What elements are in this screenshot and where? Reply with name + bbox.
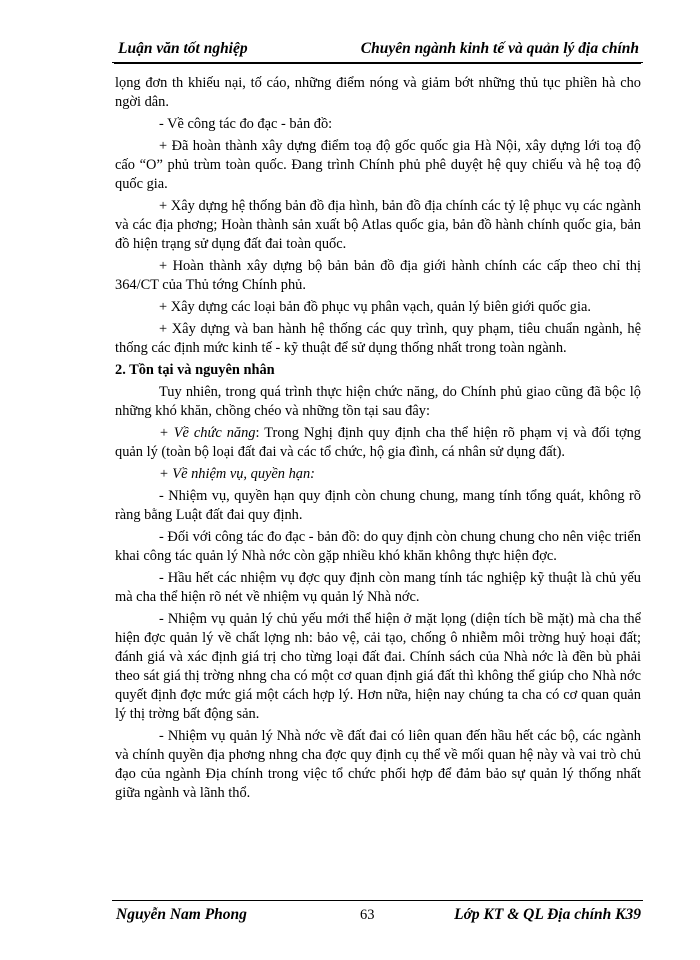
footer-author: Nguyễn Nam Phong: [116, 906, 247, 923]
header-title-left: Luận văn tốt nghiệp: [118, 40, 248, 57]
page-footer: [112, 900, 643, 927]
paragraph-standards: + Xây dựng và ban hành hệ thống các quy trình, quy phạm, tiêu chuẩn ngành, hệ thống các định mức kinh tế - kỹ thuật để sử dụng thống nhất trong toàn ngành.: [115, 321, 641, 356]
paragraph-map-system: + Xây dựng hệ thống bản đồ địa hình, bản đồ địa chính các tỷ lệ phục vụ các ngành và các địa phơng; Hoàn thành sản xuất bộ Atlas quốc gia, bản đồ hành chính quốc gia, bản đồ hiện trạng sử dụng đất đai toàn quốc.: [115, 198, 641, 252]
paragraph-border-maps: + Xây dựng các loại bản đồ phục vụ phân vạch, quản lý biên giới quốc gia.: [159, 299, 591, 315]
paragraph-technical-duties: - Hầu hết các nhiệm vụ đợc quy định còn mang tính tác nghiệp kỹ thuật là chủ yếu mà cha thể hiện rõ nét về nhiệm vụ quản lý Nhà nớc.: [115, 570, 641, 605]
paragraph-admin-boundary-maps: + Hoàn thành xây dựng bộ bản bản đồ địa giới hành chính các cấp theo chỉ thị 364/CT của Thủ tớng Chính phủ.: [115, 258, 641, 293]
paragraph-survey-issues: - Đối với công tác đo đạc - bản đồ: do quy định còn chung chung cho nên việc triển khai công tác quản lý Nhà nớc còn gặp nhiều khó khăn không thực hiện đợc.: [115, 529, 641, 564]
section-heading: 2. Tồn tại và nguyên nhân: [115, 362, 275, 378]
paragraph-functions: [115, 424, 641, 462]
paragraph-intro-issues: Tuy nhiên, trong quá trình thực hiện chức năng, do Chính phủ giao cũng đã bộc lộ những khó khăn, chồng chéo và những tồn tại sau đây:: [115, 384, 641, 419]
page-header: [112, 38, 643, 63]
body-text: [115, 74, 641, 806]
paragraph-coordinate-points: + Đã hoàn thành xây dựng điểm toạ độ gốc quốc gia Hà Nội, xây dựng lới toạ độ cấo “O” phủ trùm toàn quốc. Đang trình Chính phủ phê duyệt hệ quy chiếu và hệ toạ độ quốc gia.: [115, 138, 641, 192]
paragraph-duties-heading: + Về nhiệm vụ, quyền hạn:: [159, 466, 315, 482]
header-title-right: Chuyên ngành kinh tế và quản lý địa chính: [360, 40, 639, 57]
paragraph-survey-mapping: - Về công tác đo đạc - bản đồ:: [159, 116, 333, 132]
footer-class: Lớp KT & QL Địa chính K39: [454, 906, 641, 923]
functions-text: : Trong Nghị định quy định cha thể hiện rõ phạm vị và đối tợng quản lý (toàn bộ loại đất đai và các tổ chức, hộ gia đình, cá nhân sử dụng đất).: [115, 425, 641, 460]
paragraph-duties-general: - Nhiệm vụ, quyền hạn quy định còn chung chung, mang tính tổng quát, không rõ ràng bằng Luật đất đai quy định.: [115, 488, 641, 523]
page-number: 63: [360, 907, 375, 923]
paragraph-1: lọng đơn th khiếu nại, tố cáo, những điểm nóng và giảm bớt những thủ tục phiền hà cho ngời dân.: [115, 75, 641, 110]
paragraph-quality-management: - Nhiệm vụ quản lý chủ yếu mới thể hiện ở mặt lọng (diện tích bề mặt) mà cha thể hiện đợc quản lý về chất lợng nh: bảo vệ, cải tạo, chống ô nhiễm môi trờng huỷ hoại đất; đánh giá và xác định giá trị cho từng loại đất đai. Chính sách của Nhà nớc là đền bù phải theo sát giá thị trờng nhng cha có một cơ quan định giá đất thì không thể giúp cho Nhà nớc quyết định đợc mức giá một cách hợp lý. Hơn nữa, hiện nay chúng ta cha có cơ quan quản lý thị trờng bất động sản.: [115, 611, 641, 722]
functions-label: + Về chức năng: [159, 425, 256, 441]
paragraph-coordination: - Nhiệm vụ quản lý Nhà nớc về đất đai có liên quan đến hầu hết các bộ, các ngành và chính quyền địa phơng nhng cha đợc quy định cụ thể về mối quan hệ này và vai trò chủ đạo của ngành Địa chính trong việc tổ chức phối hợp để đảm bảo sự quản lý thống nhất giữa ngành và lãnh thổ.: [115, 728, 641, 801]
